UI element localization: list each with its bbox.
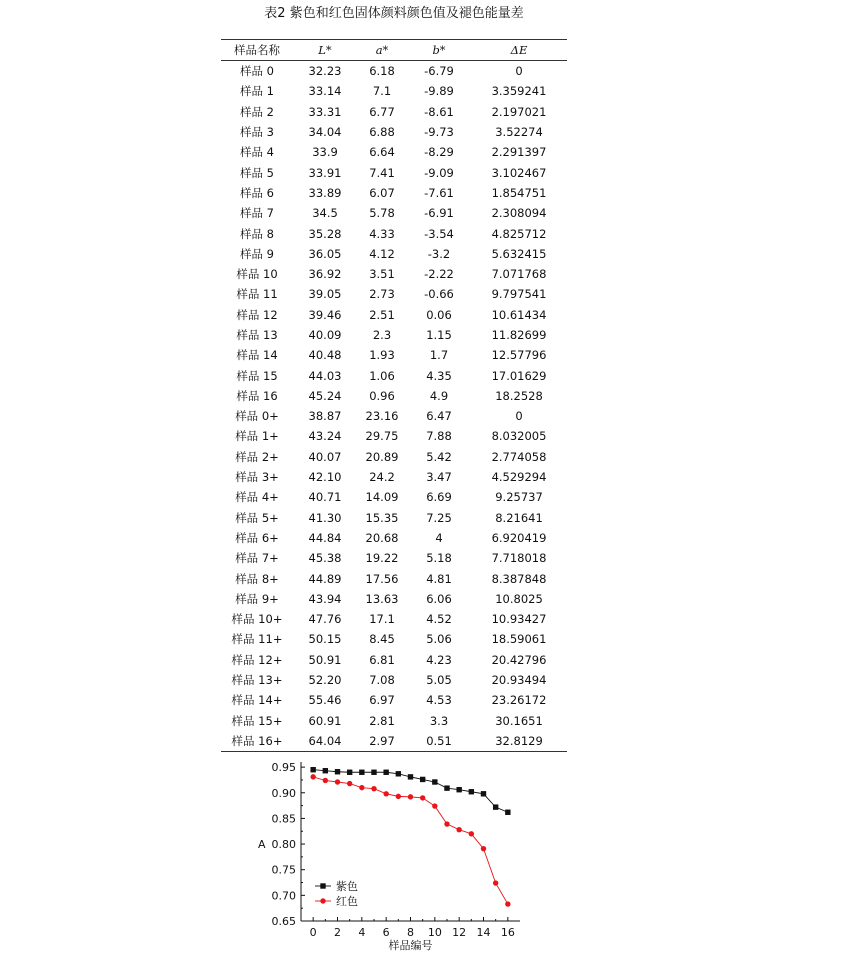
cell-l-star: 45.24 <box>308 388 342 403</box>
table-row <box>221 345 567 365</box>
table-body <box>221 61 567 752</box>
cell-b-star: 3.47 <box>426 470 452 485</box>
cell-b-star: -9.89 <box>424 84 454 99</box>
cell-a-star: 6.77 <box>369 104 395 119</box>
cell-b-star: 1.15 <box>426 328 452 342</box>
table-row <box>221 406 567 426</box>
y-tick-label: 0.90 <box>271 786 296 800</box>
cell-a-star: 20.89 <box>365 449 399 464</box>
table-header-row <box>221 40 567 61</box>
data-point-square <box>323 768 328 773</box>
cell-l-star: 40.09 <box>308 328 342 342</box>
header-b-star: b* <box>432 43 446 57</box>
table-row <box>221 203 567 223</box>
table-row <box>221 244 567 264</box>
cell-a-star: 1.93 <box>369 348 395 363</box>
data-point-square <box>444 785 449 790</box>
data-point-circle <box>481 846 486 851</box>
cell-delta-e: 3.359241 <box>491 84 547 99</box>
cell-a-star: 24.2 <box>369 470 395 485</box>
cell-a-star: 17.1 <box>369 612 395 627</box>
cell-sample-name: 样品 3 <box>240 125 274 140</box>
data-point-square <box>396 771 401 776</box>
table-row <box>221 426 567 446</box>
data-point-circle <box>420 795 425 800</box>
cell-l-star: 43.24 <box>308 429 342 444</box>
cell-a-star: 7.41 <box>369 165 395 180</box>
cell-sample-name: 样品 9 <box>240 246 274 261</box>
cell-delta-e: 8.387848 <box>491 571 547 586</box>
cell-sample-name: 样品 7 <box>240 206 274 221</box>
cell-b-star: -9.09 <box>424 165 454 180</box>
cell-sample-name: 样品 0+ <box>235 409 279 424</box>
color-value-table-container <box>221 39 567 752</box>
cell-delta-e: 4.825712 <box>491 226 547 241</box>
cell-l-star: 55.46 <box>308 693 342 708</box>
data-point-circle <box>310 774 315 779</box>
header-sample-name: 样品名称 <box>234 43 280 57</box>
cell-b-star: -8.29 <box>424 145 454 160</box>
cell-b-star: 5.05 <box>426 673 452 688</box>
x-tick-label: 0 <box>309 926 317 939</box>
cell-delta-e: 20.93494 <box>491 673 547 688</box>
cell-l-star: 44.89 <box>308 571 342 586</box>
table-row <box>221 629 567 649</box>
cell-a-star: 4.12 <box>369 246 395 261</box>
cell-l-star: 52.20 <box>308 673 342 688</box>
cell-b-star: -6.91 <box>424 206 454 221</box>
cell-delta-e: 32.8129 <box>495 733 543 748</box>
cell-l-star: 44.84 <box>308 530 342 545</box>
table-row <box>221 711 567 731</box>
cell-l-star: 40.48 <box>308 348 342 363</box>
cell-l-star: 33.89 <box>308 185 342 200</box>
data-point-circle <box>359 785 364 790</box>
cell-l-star: 39.05 <box>308 287 342 302</box>
table-row <box>221 568 567 588</box>
data-point-square <box>456 787 461 792</box>
table-row <box>221 467 567 487</box>
cell-l-star: 45.38 <box>308 551 342 566</box>
data-point-square <box>481 791 486 796</box>
cell-a-star: 6.81 <box>369 652 395 667</box>
table-row <box>221 487 567 507</box>
cell-b-star: 4.9 <box>429 388 449 403</box>
data-point-circle <box>469 831 474 836</box>
data-point-square <box>493 804 498 809</box>
data-point-circle <box>383 791 388 796</box>
y-tick-label: 0.85 <box>271 812 296 826</box>
cell-sample-name: 样品 10 <box>236 267 278 282</box>
cell-sample-name: 样品 2 <box>240 104 274 119</box>
cell-delta-e: 18.59061 <box>491 632 547 647</box>
cell-a-star: 14.09 <box>365 490 399 505</box>
table-row <box>221 305 567 325</box>
data-point-square <box>432 779 437 784</box>
y-tick-label: 0.70 <box>271 889 296 903</box>
cell-sample-name: 样品 10+ <box>231 612 283 627</box>
cell-l-star: 40.71 <box>308 490 342 505</box>
cell-delta-e: 2.774058 <box>491 449 547 464</box>
cell-delta-e: 23.26172 <box>491 693 547 708</box>
cell-l-star: 35.28 <box>308 226 342 241</box>
data-point-square <box>359 770 364 775</box>
cell-delta-e: 12.57796 <box>491 348 547 363</box>
cell-delta-e: 11.82699 <box>491 328 547 342</box>
table-row <box>221 690 567 710</box>
cell-l-star: 33.31 <box>308 104 342 119</box>
cell-sample-name: 样品 8+ <box>235 571 279 586</box>
cell-sample-name: 样品 16 <box>236 388 278 403</box>
table-row <box>221 508 567 528</box>
cell-l-star: 60.91 <box>308 713 342 728</box>
data-point-square <box>335 769 340 774</box>
cell-delta-e: 10.61434 <box>491 307 547 322</box>
cell-b-star: 5.42 <box>426 449 452 464</box>
cell-sample-name: 样品 15 <box>236 368 278 383</box>
table-row <box>221 386 567 406</box>
cell-l-star: 34.5 <box>312 206 338 221</box>
cell-b-star: 7.25 <box>426 510 452 525</box>
chart-svg <box>248 755 538 955</box>
cell-sample-name: 样品 6 <box>240 185 274 200</box>
cell-b-star: 4.52 <box>426 612 452 627</box>
cell-delta-e: 2.197021 <box>491 104 547 119</box>
cell-b-star: 1.7 <box>429 348 449 363</box>
table-row <box>221 325 567 345</box>
data-point-square <box>505 810 510 815</box>
data-point-circle <box>493 880 498 885</box>
legend-label-0: 紫色 <box>336 880 358 893</box>
cell-delta-e: 7.071768 <box>491 267 547 282</box>
cell-l-star: 33.91 <box>308 165 342 180</box>
cell-a-star: 5.78 <box>369 206 395 221</box>
cell-b-star: -0.66 <box>424 287 454 302</box>
cell-delta-e: 10.8025 <box>495 591 543 606</box>
cell-b-star: 4 <box>435 530 443 545</box>
data-point-circle <box>505 901 510 906</box>
data-point-circle <box>371 786 376 791</box>
cell-delta-e: 4.529294 <box>491 470 547 485</box>
table-row <box>221 81 567 101</box>
header-l-star: L* <box>318 43 332 57</box>
cell-sample-name: 样品 4+ <box>235 490 279 505</box>
cell-b-star: 4.53 <box>426 693 452 708</box>
cell-b-star: 4.35 <box>426 368 452 383</box>
cell-sample-name: 样品 13+ <box>231 673 283 688</box>
cell-delta-e: 8.21641 <box>495 510 543 525</box>
data-point-circle <box>408 794 413 799</box>
table-row <box>221 447 567 467</box>
cell-delta-e: 8.032005 <box>491 429 547 444</box>
cell-sample-name: 样品 5+ <box>235 510 279 525</box>
table-row <box>221 650 567 670</box>
x-tick-label: 2 <box>334 926 341 939</box>
table-row <box>221 162 567 182</box>
table-row <box>221 589 567 609</box>
cell-delta-e: 2.291397 <box>491 145 547 160</box>
cell-a-star: 19.22 <box>365 551 399 566</box>
cell-delta-e: 20.42796 <box>491 652 547 667</box>
cell-b-star: -3.2 <box>427 246 451 261</box>
cell-b-star: -7.61 <box>424 185 454 200</box>
cell-l-star: 64.04 <box>308 733 342 748</box>
y-tick-label: 0.80 <box>271 838 296 852</box>
cell-delta-e: 17.01629 <box>491 368 547 383</box>
cell-a-star: 2.51 <box>369 307 395 322</box>
cell-delta-e: 9.25737 <box>495 490 543 505</box>
cell-a-star: 20.68 <box>365 530 399 545</box>
cell-b-star: 6.06 <box>426 591 452 606</box>
cell-l-star: 43.94 <box>308 591 342 606</box>
cell-delta-e: 2.308094 <box>491 206 547 221</box>
table-row <box>221 670 567 690</box>
y-tick-label: 0.75 <box>271 863 296 877</box>
data-point-circle <box>444 821 449 826</box>
cell-b-star: 7.88 <box>426 429 452 444</box>
data-point-square <box>310 767 315 772</box>
cell-delta-e: 0 <box>515 409 523 424</box>
cell-delta-e: 9.797541 <box>491 287 547 302</box>
cell-l-star: 41.30 <box>308 510 342 525</box>
cell-b-star: 0.51 <box>426 733 452 748</box>
cell-a-star: 2.73 <box>369 287 395 302</box>
x-tick-label: 4 <box>358 926 366 939</box>
cell-l-star: 36.05 <box>308 246 342 261</box>
x-tick-label: 10 <box>427 926 442 939</box>
cell-l-star: 42.10 <box>308 470 342 485</box>
x-tick-label: 16 <box>500 926 515 939</box>
cell-l-star: 50.91 <box>308 652 342 667</box>
cell-l-star: 33.14 <box>308 84 342 99</box>
cell-a-star: 6.64 <box>369 145 395 160</box>
cell-a-star: 2.81 <box>369 713 395 728</box>
cell-b-star: 5.18 <box>426 551 452 566</box>
cell-a-star: 6.88 <box>369 125 395 140</box>
cell-sample-name: 样品 12 <box>236 307 278 322</box>
cell-sample-name: 样品 16+ <box>231 733 283 748</box>
cell-a-star: 17.56 <box>365 571 399 586</box>
cell-delta-e: 6.920419 <box>491 530 547 545</box>
cell-a-star: 7.1 <box>372 84 392 99</box>
cell-delta-e: 3.102467 <box>491 165 547 180</box>
cell-sample-name: 样品 7+ <box>235 551 279 566</box>
cell-sample-name: 样品 14+ <box>231 693 283 708</box>
x-tick-label: 12 <box>452 926 467 939</box>
cell-b-star: -6.79 <box>424 64 454 79</box>
cell-l-star: 40.07 <box>308 449 342 464</box>
cell-l-star: 33.9 <box>312 145 338 160</box>
table-caption: 表2 紫色和红色固体颜料颜色值及褪色能量差 <box>264 6 524 21</box>
cell-sample-name: 样品 8 <box>240 226 274 241</box>
y-tick-label: 0.65 <box>271 915 296 928</box>
cell-a-star: 29.75 <box>365 429 399 444</box>
cell-l-star: 44.03 <box>308 368 342 383</box>
cell-b-star: -2.22 <box>424 267 454 282</box>
table-row <box>221 609 567 629</box>
x-tick-label: 6 <box>382 926 390 939</box>
cell-sample-name: 样品 15+ <box>231 713 283 728</box>
cell-delta-e: 10.93427 <box>491 612 547 627</box>
legend-marker-square <box>320 883 325 888</box>
cell-sample-name: 样品 5 <box>240 165 274 180</box>
cell-sample-name: 样品 3+ <box>235 470 279 485</box>
cell-delta-e: 3.52274 <box>495 125 543 140</box>
x-tick-label: 14 <box>476 926 491 939</box>
y-tick-label: 0.95 <box>271 761 296 775</box>
data-point-square <box>383 770 388 775</box>
cell-delta-e: 0 <box>515 64 523 79</box>
table-row <box>221 223 567 243</box>
cell-delta-e: 5.632415 <box>491 246 547 261</box>
cell-a-star: 15.35 <box>365 510 399 525</box>
cell-delta-e: 7.718018 <box>491 551 547 566</box>
cell-a-star: 3.51 <box>369 267 395 282</box>
cell-a-star: 7.08 <box>369 673 395 688</box>
cell-sample-name: 样品 0 <box>240 64 274 79</box>
data-point-circle <box>396 794 401 799</box>
cell-delta-e: 30.1651 <box>495 713 543 728</box>
table-row <box>221 731 567 752</box>
cell-a-star: 1.06 <box>369 368 395 383</box>
cell-delta-e: 1.854751 <box>491 185 547 200</box>
table-row <box>221 142 567 162</box>
cell-l-star: 50.15 <box>308 632 342 647</box>
cell-sample-name: 样品 12+ <box>231 652 283 667</box>
table-row <box>221 548 567 568</box>
cell-sample-name: 样品 9+ <box>235 591 279 606</box>
cell-a-star: 6.18 <box>369 64 395 79</box>
cell-a-star: 6.97 <box>369 693 395 708</box>
data-point-circle <box>432 803 437 808</box>
cell-a-star: 2.97 <box>369 733 395 748</box>
table-row <box>221 183 567 203</box>
data-point-circle <box>456 827 461 832</box>
cell-b-star: 0.06 <box>426 307 452 322</box>
data-point-circle <box>335 779 340 784</box>
x-tick-label: 8 <box>407 926 414 939</box>
table-row <box>221 264 567 284</box>
cell-a-star: 6.07 <box>369 185 395 200</box>
cell-l-star: 39.46 <box>308 307 342 322</box>
cell-b-star: 6.69 <box>426 490 452 505</box>
cell-l-star: 47.76 <box>308 612 342 627</box>
cell-sample-name: 样品 6+ <box>235 530 279 545</box>
data-point-square <box>371 770 376 775</box>
data-point-circle <box>347 781 352 786</box>
cell-a-star: 2.3 <box>372 328 392 342</box>
cell-b-star: 5.06 <box>426 632 452 647</box>
cell-sample-name: 样品 11+ <box>231 632 283 647</box>
header-delta-e: ΔE <box>510 43 528 57</box>
cell-l-star: 34.04 <box>308 125 342 140</box>
cell-sample-name: 样品 2+ <box>235 449 279 464</box>
cell-l-star: 36.92 <box>308 267 342 282</box>
y-axis-label: A <box>258 838 266 851</box>
cell-a-star: 8.45 <box>369 632 395 647</box>
cell-b-star: 6.47 <box>426 409 452 424</box>
data-point-square <box>420 777 425 782</box>
table-row <box>221 528 567 548</box>
table-row <box>221 365 567 385</box>
cell-sample-name: 样品 4 <box>240 145 274 160</box>
legend-label-1: 红色 <box>336 895 358 908</box>
header-a-star: a* <box>375 43 389 57</box>
cell-l-star: 32.23 <box>308 64 342 79</box>
data-point-circle <box>323 778 328 783</box>
cell-a-star: 13.63 <box>365 591 399 606</box>
cell-b-star: 4.81 <box>426 571 452 586</box>
table-row <box>221 122 567 142</box>
cell-b-star: 3.3 <box>429 713 449 728</box>
data-point-square <box>408 774 413 779</box>
table-row <box>221 284 567 304</box>
cell-b-star: -3.54 <box>424 226 454 241</box>
cell-a-star: 23.16 <box>365 409 399 424</box>
cell-sample-name: 样品 14 <box>236 348 278 363</box>
absorbance-chart <box>248 755 538 955</box>
x-axis-label: 样品编号 <box>388 939 433 952</box>
table-row <box>221 61 567 82</box>
cell-a-star: 4.33 <box>369 226 395 241</box>
data-point-square <box>469 789 474 794</box>
cell-b-star: -9.73 <box>424 125 454 140</box>
cell-delta-e: 18.2528 <box>495 388 543 403</box>
cell-l-star: 38.87 <box>308 409 342 424</box>
cell-b-star: -8.61 <box>424 104 454 119</box>
cell-b-star: 4.23 <box>426 652 452 667</box>
legend-marker-circle <box>320 898 325 903</box>
data-point-square <box>347 770 352 775</box>
cell-sample-name: 样品 13 <box>236 328 278 342</box>
cell-sample-name: 样品 1 <box>240 84 274 99</box>
cell-sample-name: 样品 1+ <box>235 429 279 444</box>
color-value-table <box>221 39 567 752</box>
cell-sample-name: 样品 11 <box>236 287 278 302</box>
cell-a-star: 0.96 <box>369 388 395 403</box>
table-row <box>221 102 567 122</box>
